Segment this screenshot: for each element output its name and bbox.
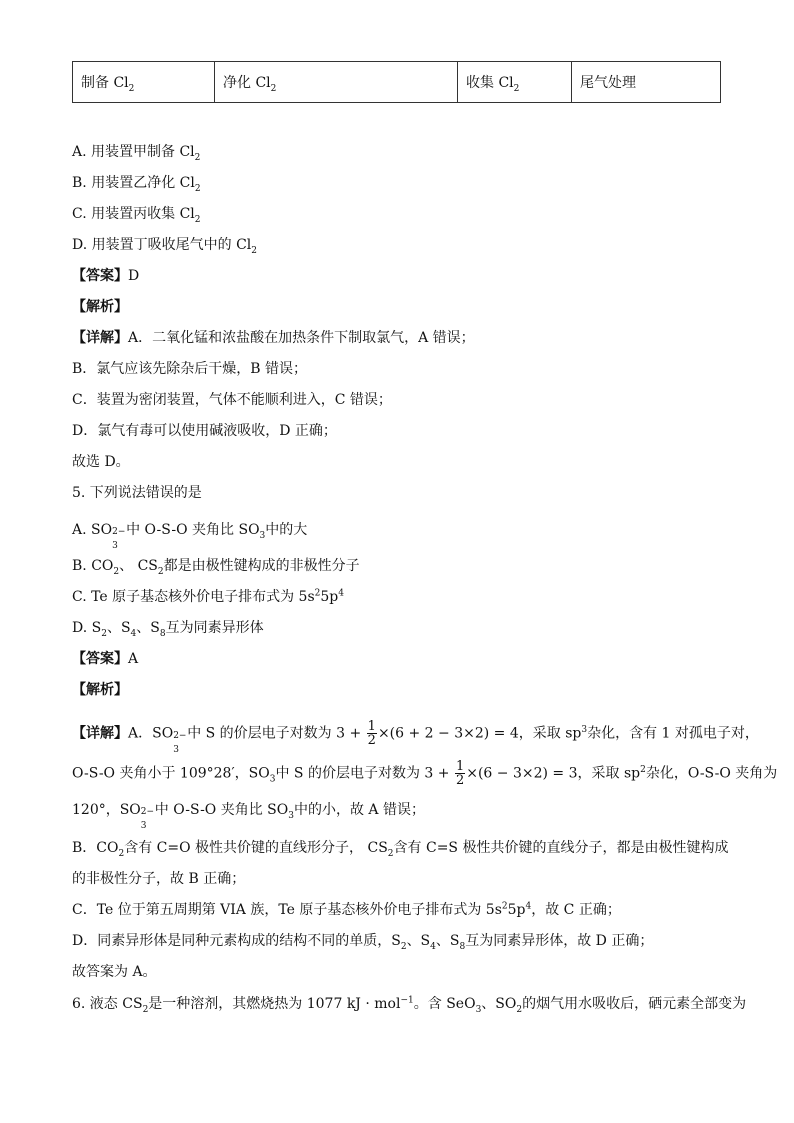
inline-text: 2	[387, 848, 394, 859]
inline-text: 2	[101, 628, 107, 639]
inline-text: 杂化，含有 1 对孤电子对，	[587, 725, 759, 742]
inline-text: 8	[159, 628, 166, 639]
inline-text: 中的小，故 A 错误；	[293, 802, 425, 818]
inline-text: 3	[140, 821, 147, 831]
inline-text: 3	[475, 1004, 482, 1015]
inline-text: D. 用装置丁吸收尾气中的 Cl	[72, 237, 252, 253]
inline-text: 2−	[173, 730, 187, 741]
inline-text: D．同素异形体是同种元素构成的结构不同的单质，S	[72, 933, 401, 949]
inline-text: 8	[459, 941, 466, 952]
inline-text: 中的大	[265, 522, 308, 538]
q4-analysis-label	[72, 297, 128, 317]
q4-option-b	[72, 173, 201, 193]
inline-text: 2	[501, 901, 508, 912]
inline-text: 2	[640, 764, 646, 775]
inline-text: 、S	[435, 933, 460, 949]
inline-text: 3	[269, 774, 276, 785]
inline-text: 收集 Cl	[466, 75, 514, 91]
inline-text: 1	[367, 719, 376, 734]
inline-text: A. 用装置甲制备 Cl	[72, 144, 195, 160]
inline-text: 2	[400, 941, 407, 952]
q5-stem: 5. 下列说法错误的是	[72, 485, 202, 501]
inline-text: 2	[367, 733, 376, 748]
inline-text: B. 用装置乙净化 Cl	[72, 175, 195, 191]
inline-text: ×(6 − 3×2) = 3，采取 sp	[466, 765, 641, 782]
inline-text: 【详解】	[72, 330, 128, 346]
q5-detail-2	[72, 760, 777, 787]
inline-text: 中 O-S-O 夹角比 SO	[126, 522, 260, 538]
table-cell	[215, 62, 458, 103]
inline-text: 、S	[106, 620, 131, 636]
inline-text: 是一种溶剂，其燃烧热为 1077 kJ · mol	[148, 996, 401, 1012]
q5-detail-3	[72, 800, 425, 831]
table-cell	[458, 62, 572, 103]
inline-text: 4	[525, 901, 532, 912]
q6-stem	[72, 994, 746, 1014]
q5-detail-6	[72, 900, 621, 920]
q5-detail-5: 的非极性分子，故 B 正确；	[72, 871, 246, 887]
inline-text: 5p	[507, 902, 526, 918]
inline-text: 、S	[136, 620, 160, 636]
q5-option-b	[72, 556, 360, 576]
q4-detail-1	[72, 328, 475, 348]
inline-text: 含有 C=O 极性共价键的直线形分子， CS	[124, 840, 388, 856]
inline-text: 2−	[112, 527, 126, 537]
inline-text: O-S-O 夹角小于 109°28′，SO	[72, 765, 270, 782]
q4-option-c	[72, 204, 201, 224]
inline-text: B. CO	[72, 558, 114, 574]
inline-text: 2	[128, 83, 135, 94]
inline-text: 、S	[406, 933, 431, 949]
q5-answer	[72, 649, 138, 669]
table-row	[73, 62, 721, 103]
inline-text: A. SO	[72, 522, 113, 538]
inline-text: −1	[400, 995, 414, 1006]
q4-detail-4: D．氯气有毒可以使用碱液吸收，D 正确；	[72, 423, 337, 439]
inline-text: 3	[112, 541, 118, 551]
inline-text: 4	[338, 588, 344, 599]
q4-conclusion: 故选 D。	[72, 454, 130, 470]
q5-detail-7	[72, 931, 653, 951]
table-cell	[73, 62, 215, 103]
inline-text: 3	[288, 810, 294, 821]
inline-text: 4	[430, 941, 436, 952]
inline-text: 1	[455, 759, 465, 774]
inline-text: 【解析】	[72, 299, 128, 315]
inline-text: 2	[251, 245, 257, 256]
inline-text: 3	[581, 724, 588, 735]
inline-text: 都是由极性键构成的非极性分子	[163, 558, 360, 574]
q4-answer	[72, 266, 139, 286]
inline-text: 2	[194, 214, 201, 225]
q5-option-c	[72, 587, 344, 607]
inline-text: 2	[455, 773, 465, 788]
inline-text: 【答案】	[72, 651, 128, 667]
inline-text: 【答案】	[72, 268, 128, 284]
q4-option-d	[72, 235, 257, 255]
inline-text: 含有 C=S 极性共价键的直线分子，都是由极性键构成	[393, 840, 729, 856]
inline-text: C．Te 位于第五周期第 VIA 族，Te 原子基态核外价电子排布式为 5s	[72, 902, 502, 918]
inline-text: 2	[118, 848, 125, 859]
inline-text: 中 O-S-O 夹角比 SO	[154, 802, 289, 818]
inline-text: 2	[142, 1004, 149, 1015]
inline-text: 6. 液态 CS	[72, 996, 143, 1012]
inline-text: 。含 SeO	[413, 996, 476, 1012]
q5-analysis-label	[72, 680, 128, 700]
inline-text: 的烟气用水吸收后，硒元素全部变为	[522, 996, 747, 1012]
inline-text: 2−	[140, 807, 155, 817]
apparatus-table	[72, 61, 721, 103]
inline-text: 净化 Cl	[223, 75, 271, 91]
inline-text: 中 S 的价层电子对数为 3 +	[187, 725, 366, 742]
inline-text: 2	[516, 1004, 523, 1015]
inline-text: C. Te 原子基态核外价电子排布式为 5s	[72, 589, 315, 605]
inline-text: 互为同素异形体，故 D 正确；	[465, 933, 654, 949]
inline-text: C. 用装置丙收集 Cl	[72, 206, 195, 222]
inline-text: 2	[270, 83, 277, 94]
inline-text: 120°，SO	[72, 802, 141, 818]
inline-text: 4	[130, 628, 137, 639]
inline-text: D. S	[72, 620, 102, 636]
inline-text: 2	[513, 83, 520, 94]
inline-text: 2	[194, 183, 201, 194]
inline-text: 3	[259, 530, 266, 541]
q4-detail-3: C．装置为密闭装置，气体不能顺利进入，C 错误；	[72, 392, 392, 408]
inline-text: A	[128, 651, 139, 667]
inline-text: A．SO	[128, 725, 174, 742]
inline-text: D	[128, 268, 140, 284]
q5-detail-1	[72, 719, 759, 755]
q5-option-d	[72, 618, 264, 638]
inline-text: 、SO	[481, 996, 517, 1012]
table-cell: 尾气处理	[572, 62, 721, 103]
inline-text: 2	[314, 588, 321, 599]
inline-text: A．二氧化锰和浓盐酸在加热条件下制取氯气，A 错误；	[128, 330, 475, 346]
inline-text: ×(6 + 2 − 3×2) = 4，采取 sp	[377, 725, 582, 742]
q5-option-a	[72, 520, 308, 551]
inline-text: ，故 C 正确；	[531, 902, 621, 918]
inline-text: 5p	[320, 589, 339, 605]
q5-detail-4	[72, 838, 728, 858]
inline-text: 【详解】	[72, 725, 128, 742]
inline-text: B．CO	[72, 840, 119, 856]
q5-conclusion: 故答案为 A。	[72, 964, 157, 980]
inline-text: 3	[173, 744, 179, 755]
inline-text: 中 S 的价层电子对数为 3 +	[275, 765, 454, 782]
inline-text: 、 CS	[119, 558, 158, 574]
inline-text: 【解析】	[72, 682, 128, 698]
q4-detail-2: B．氯气应该先除杂后干燥，B 错误；	[72, 361, 308, 377]
q4-option-a	[72, 142, 200, 162]
inline-text: 互为同素异形体	[165, 620, 264, 636]
inline-text: 2	[194, 152, 201, 163]
inline-text: 2	[113, 566, 120, 577]
inline-text: 制备 Cl	[81, 75, 129, 91]
inline-text: 2	[157, 566, 164, 577]
fraction	[455, 760, 465, 787]
inline-text: 杂化，O-S-O 夹角为	[645, 765, 778, 782]
fraction	[367, 720, 377, 747]
